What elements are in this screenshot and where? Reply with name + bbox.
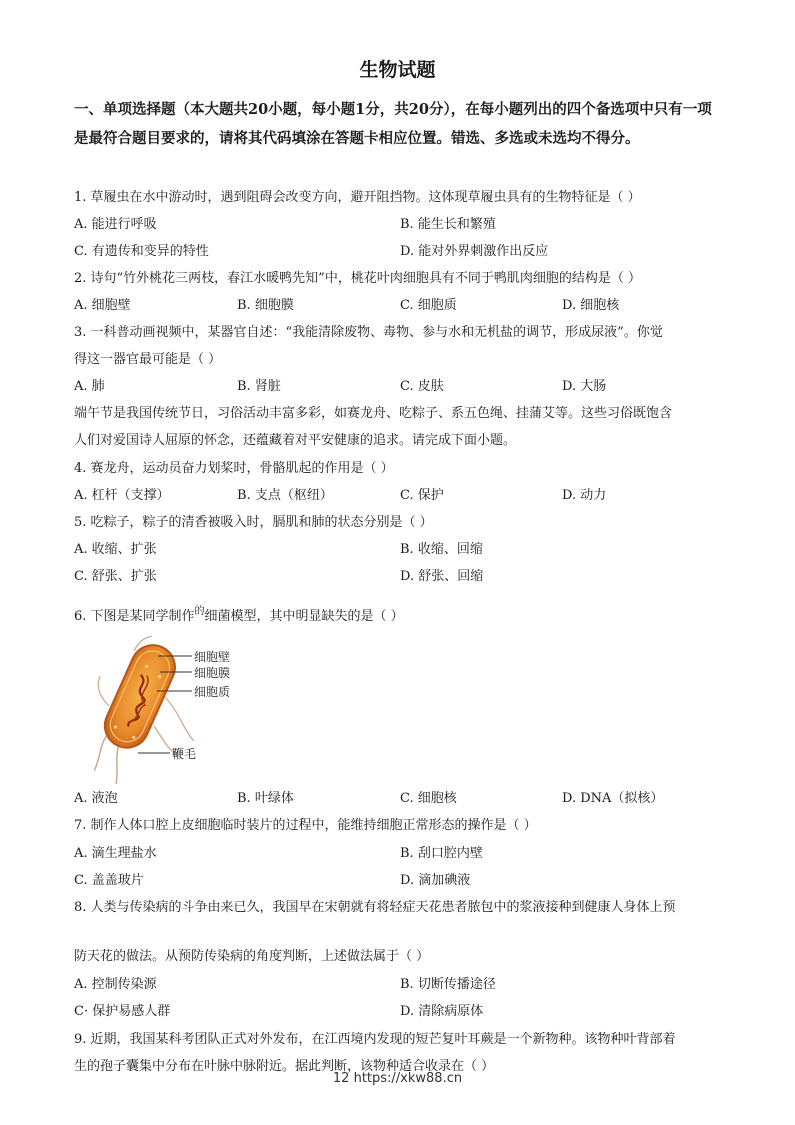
question-9-stem-cont: 生的孢子囊集中分布在叶脉中脉附近。据此判断，该物种适合收录在（ ） xyxy=(74,1059,495,1074)
q6-option-a: A. 液泡 xyxy=(74,791,118,806)
q8-option-c: C· 保护易感人群 xyxy=(74,1004,171,1019)
q6-stem-part-2: 细菌模型，其中明显缺失的是（ ） xyxy=(204,609,404,624)
page-footer: 12 https://xkw88.cn xyxy=(332,1071,463,1086)
passage-line-1: 端午节是我国传统节日，习俗活动丰富多彩，如赛龙舟、吃粽子、系五色绳、挂蒲艾等。这些习俗既饱含 xyxy=(74,406,673,421)
question-8-stem-cont: 防天花的做法。从预防传染病的角度判断，上述做法属于（ ） xyxy=(74,949,430,964)
label-cytoplasm: 细胞质 xyxy=(194,685,231,699)
question-3-stem-cont: 得这一器官最可能是（ ） xyxy=(74,352,222,367)
question-8-stem: 8. 人类与传染病的斗争由来已久，我国早在宋朝就有将轻症天花患者脓包中的浆液接种到健康人身体上预 xyxy=(74,900,676,915)
question-6-stem xyxy=(74,603,404,626)
q6-option-c: C. 细胞核 xyxy=(400,791,457,806)
q7-option-d: D. 滴加碘液 xyxy=(400,873,471,888)
question-2-stem: 2. 诗句“竹外桃花三两枝，春江水暖鸭先知”中，桃花叶肉细胞具有不同于鸭肌肉细胞的结构是（ ） xyxy=(74,271,641,286)
label-flagellum: 鞭毛 xyxy=(172,747,197,761)
q4-option-b: B. 支点（枢纽） xyxy=(237,488,333,503)
q1-option-a: A. 能进行呼吸 xyxy=(74,217,157,232)
q4-option-d: D. 动力 xyxy=(562,488,607,503)
flagellum-strand xyxy=(116,741,120,784)
q4-option-c: C. 保护 xyxy=(400,488,444,503)
q5-option-b: B. 收缩、回缩 xyxy=(400,542,483,557)
q3-option-a: A. 肺 xyxy=(74,379,105,394)
q2-option-b: B. 细胞膜 xyxy=(237,298,294,313)
q7-option-c: C. 盖盖玻片 xyxy=(74,873,144,888)
question-7-stem: 7. 制作人体口腔上皮细胞临时装片的过程中，能维持细胞正常形态的操作是（ ） xyxy=(74,818,537,833)
question-3-stem: 3. 一科普动画视频中，某器官自述：“我能清除废物、毒物、参与水和无机盐的调节，形成尿液”。你觉 xyxy=(74,325,663,340)
q2-option-c: C. 细胞质 xyxy=(400,298,457,313)
q2-option-a: A. 细胞壁 xyxy=(74,298,131,313)
question-5-stem: 5. 吃粽子，粽子的清香被吸入时，膈肌和肺的状态分别是（ ） xyxy=(74,515,433,530)
question-9-stem: 9. 近期，我国某科考团队正式对外发布，在江西境内发现的短芒复叶耳蕨是一个新物种。该物种叶背部着 xyxy=(74,1032,676,1047)
question-1-stem: 1. 草履虫在水中游动时，遇到阻碍会改变方向，避开阻挡物。这体现草履虫具有的生物特征是（ ） xyxy=(74,190,641,205)
q8-option-b: B. 切断传播途径 xyxy=(400,977,496,992)
passage-line-2: 人们对爱国诗人屈原的怀念，还蕴藏着对平安健康的追求。请完成下面小题。 xyxy=(74,433,517,448)
q7-option-b: B. 刮口腔内壁 xyxy=(400,846,483,861)
q8-option-a: A. 控制传染源 xyxy=(74,977,157,992)
q3-option-b: B. 肾脏 xyxy=(237,379,281,394)
q3-option-c: C. 皮肤 xyxy=(400,379,444,394)
flagellum-strand xyxy=(164,696,194,741)
q1-option-b: B. 能生长和繁殖 xyxy=(400,217,496,232)
flagellum-strand xyxy=(98,676,109,706)
page-title: 生物试题 xyxy=(359,59,436,81)
question-4-stem: 4. 赛龙舟，运动员奋力划桨时，骨骼肌起的作用是（ ） xyxy=(74,461,394,476)
bacteria-model-figure xyxy=(94,636,254,786)
q7-option-a: A. 滴生理盐水 xyxy=(74,846,157,861)
section-header: 一、单项选择题（本大题共20小题，每小题1分，共20分），在每小题列出的四个备选项中只有一项是最符合题目要求的，请将其代码填涂在答题卡相应位置。错选、多选或未选均不得分。 xyxy=(74,101,712,147)
q5-option-d: D. 舒张、回缩 xyxy=(400,569,484,584)
label-cell-membrane: 细胞膜 xyxy=(194,666,231,680)
label-cell-wall: 细胞壁 xyxy=(194,650,231,664)
q2-option-d: D. 细胞核 xyxy=(562,298,620,313)
q1-option-d: D. 能对外界刺激作出反应 xyxy=(400,244,549,259)
q3-option-d: D. 大肠 xyxy=(562,379,607,394)
q5-option-c: C. 舒张、扩张 xyxy=(74,569,157,584)
q5-option-a: A. 收缩、扩张 xyxy=(74,542,157,557)
q8-option-d: D. 清除病原体 xyxy=(400,1004,484,1019)
q6-option-d: D. DNA（拟核） xyxy=(562,791,664,806)
q6-stem-part-1: 6. 下图是某同学制作 xyxy=(74,609,195,624)
q6-stem-superscript: 的 xyxy=(194,606,205,617)
q1-option-c: C. 有遗传和变异的特性 xyxy=(74,244,209,259)
q4-option-a: A. 杠杆（支撑） xyxy=(74,488,170,503)
q6-option-b: B. 叶绿体 xyxy=(237,791,294,806)
